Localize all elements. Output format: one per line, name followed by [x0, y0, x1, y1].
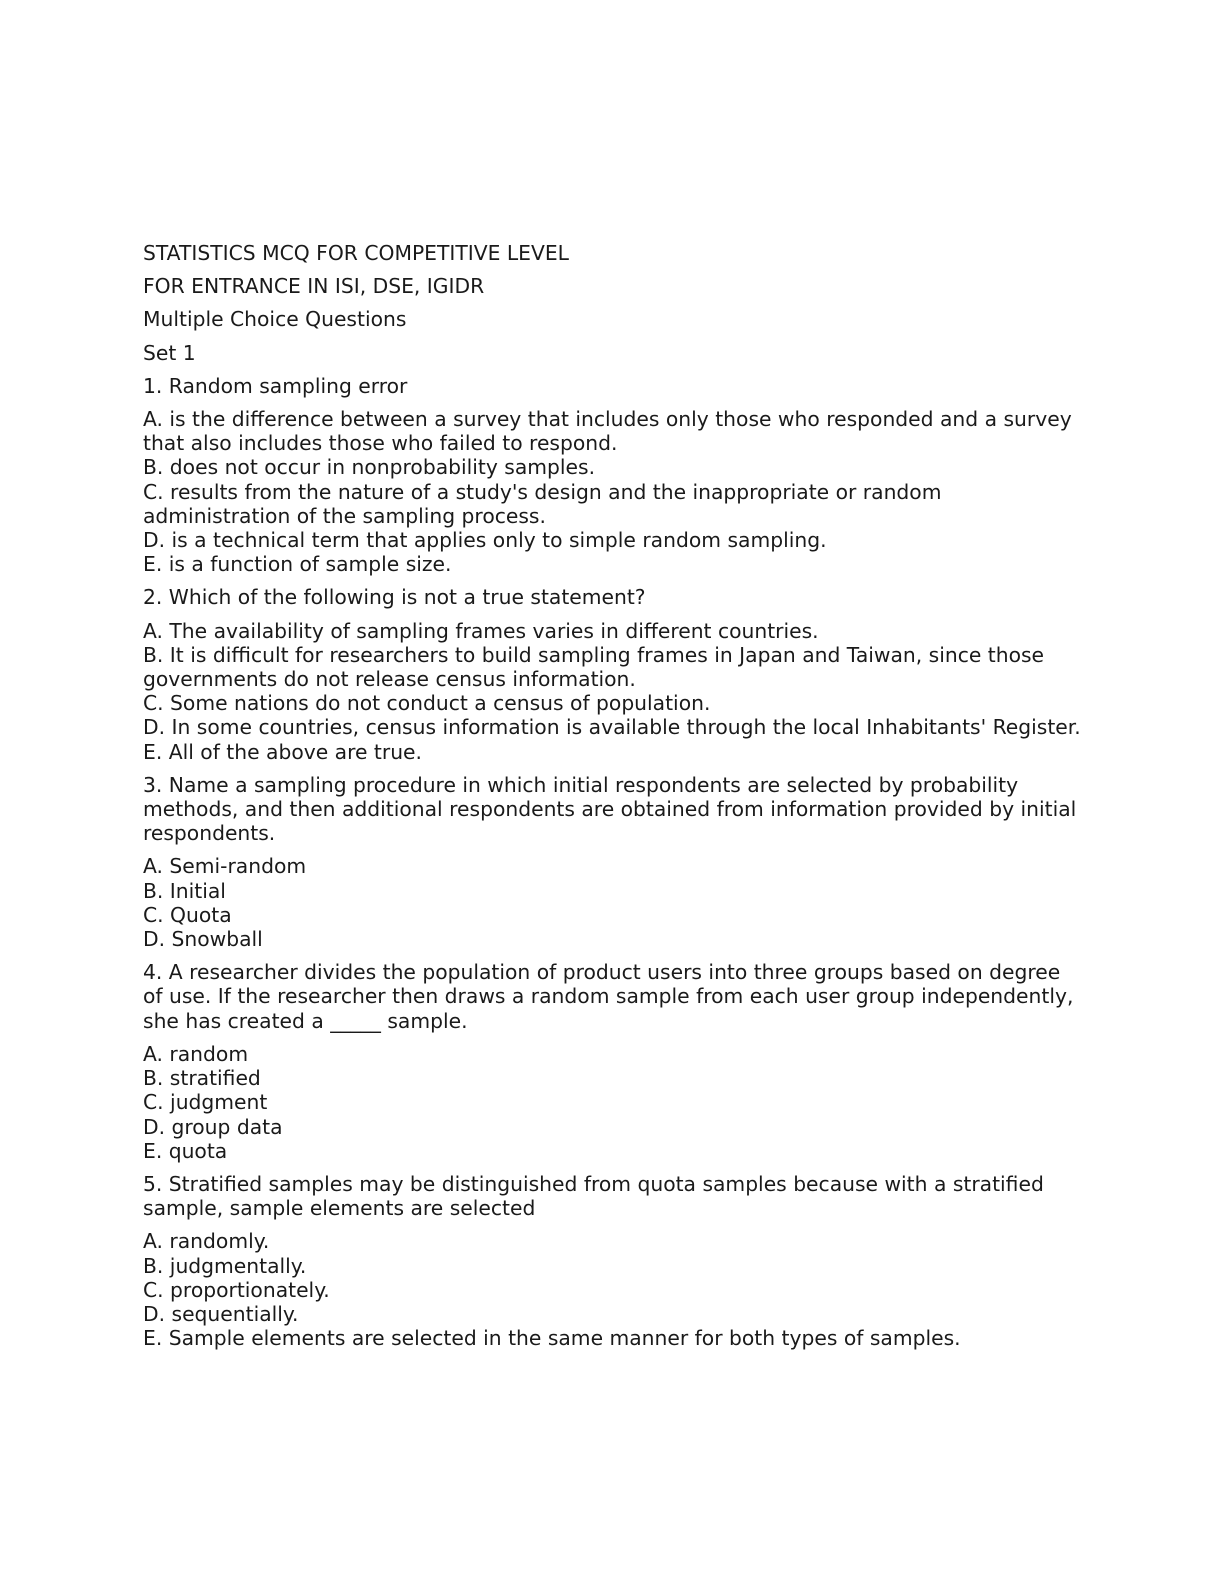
option: D. sequentially. — [143, 1301, 299, 1326]
set-label: Set 1 — [143, 340, 196, 365]
option: D. Snowball — [143, 927, 263, 952]
option: A. random — [143, 1041, 249, 1066]
option: C. Quota — [143, 902, 232, 927]
question-4: 4. A researcher divides the population of product users into three groups based on degree of use. If the researcher then draws a random sample from each user group independently, she has created a _____ sample. — [143, 960, 1074, 1033]
option: A. The availability of sampling frames varies in different countries. — [143, 618, 819, 643]
option: D. is a technical term that applies only to simple random sampling. — [143, 528, 827, 553]
option: E. quota — [143, 1138, 228, 1163]
option: C. Some nations do not conduct a census of population. — [143, 691, 711, 716]
doc-subtitle: FOR ENTRANCE IN ISI, DSE, IGIDR — [143, 274, 485, 299]
question-1-options — [143, 407, 1083, 576]
question-3: 3. Name a sampling procedure in which initial respondents are selected by probability methods, and then additional respondents are obtained from information provided by initial respondents. — [143, 772, 1077, 846]
option: D. In some countries, census information is available through the local Inhabitants' Register. — [143, 715, 1081, 740]
option: B. does not occur in nonprobability samples. — [143, 455, 596, 480]
question-5: 5. Stratified samples may be distinguished from quota samples because with a stratified sample, sample elements are selected — [143, 1171, 1044, 1221]
option: B. It is difficult for researchers to build sampling frames in Japan and Taiwan, since those governments do not release census information. — [143, 642, 1045, 692]
question-4-options — [143, 1042, 1083, 1163]
option: B. Initial — [143, 878, 226, 903]
section-heading: Multiple Choice Questions — [143, 307, 407, 332]
option: A. Semi-random — [143, 854, 307, 879]
question-5-options — [143, 1229, 1083, 1350]
document-page — [143, 241, 1083, 1359]
option: B. stratified — [143, 1066, 261, 1091]
option: C. proportionately. — [143, 1277, 330, 1302]
question-3-options — [143, 854, 1083, 951]
question-2: 2. Which of the following is not a true statement? — [143, 585, 646, 610]
option: C. results from the nature of a study's design and the inappropriate or random administration of the sampling process. — [143, 479, 942, 528]
option: B. judgmentally. — [143, 1253, 307, 1278]
option: A. is the difference between a survey that includes only those who responded and a survey that also includes those who failed to respond. — [143, 407, 1072, 456]
option: A. randomly. — [143, 1229, 270, 1254]
option: C. judgment — [143, 1090, 268, 1115]
option: E. All of the above are true. — [143, 739, 422, 764]
option: D. group data — [143, 1114, 283, 1139]
option: E. Sample elements are selected in the same manner for both types of samples. — [143, 1326, 961, 1351]
doc-title: STATISTICS MCQ FOR COMPETITIVE LEVEL — [143, 241, 569, 265]
question-1: 1. Random sampling error — [143, 373, 408, 398]
question-2-options — [143, 619, 1083, 764]
option: E. is a function of sample size. — [143, 552, 452, 577]
